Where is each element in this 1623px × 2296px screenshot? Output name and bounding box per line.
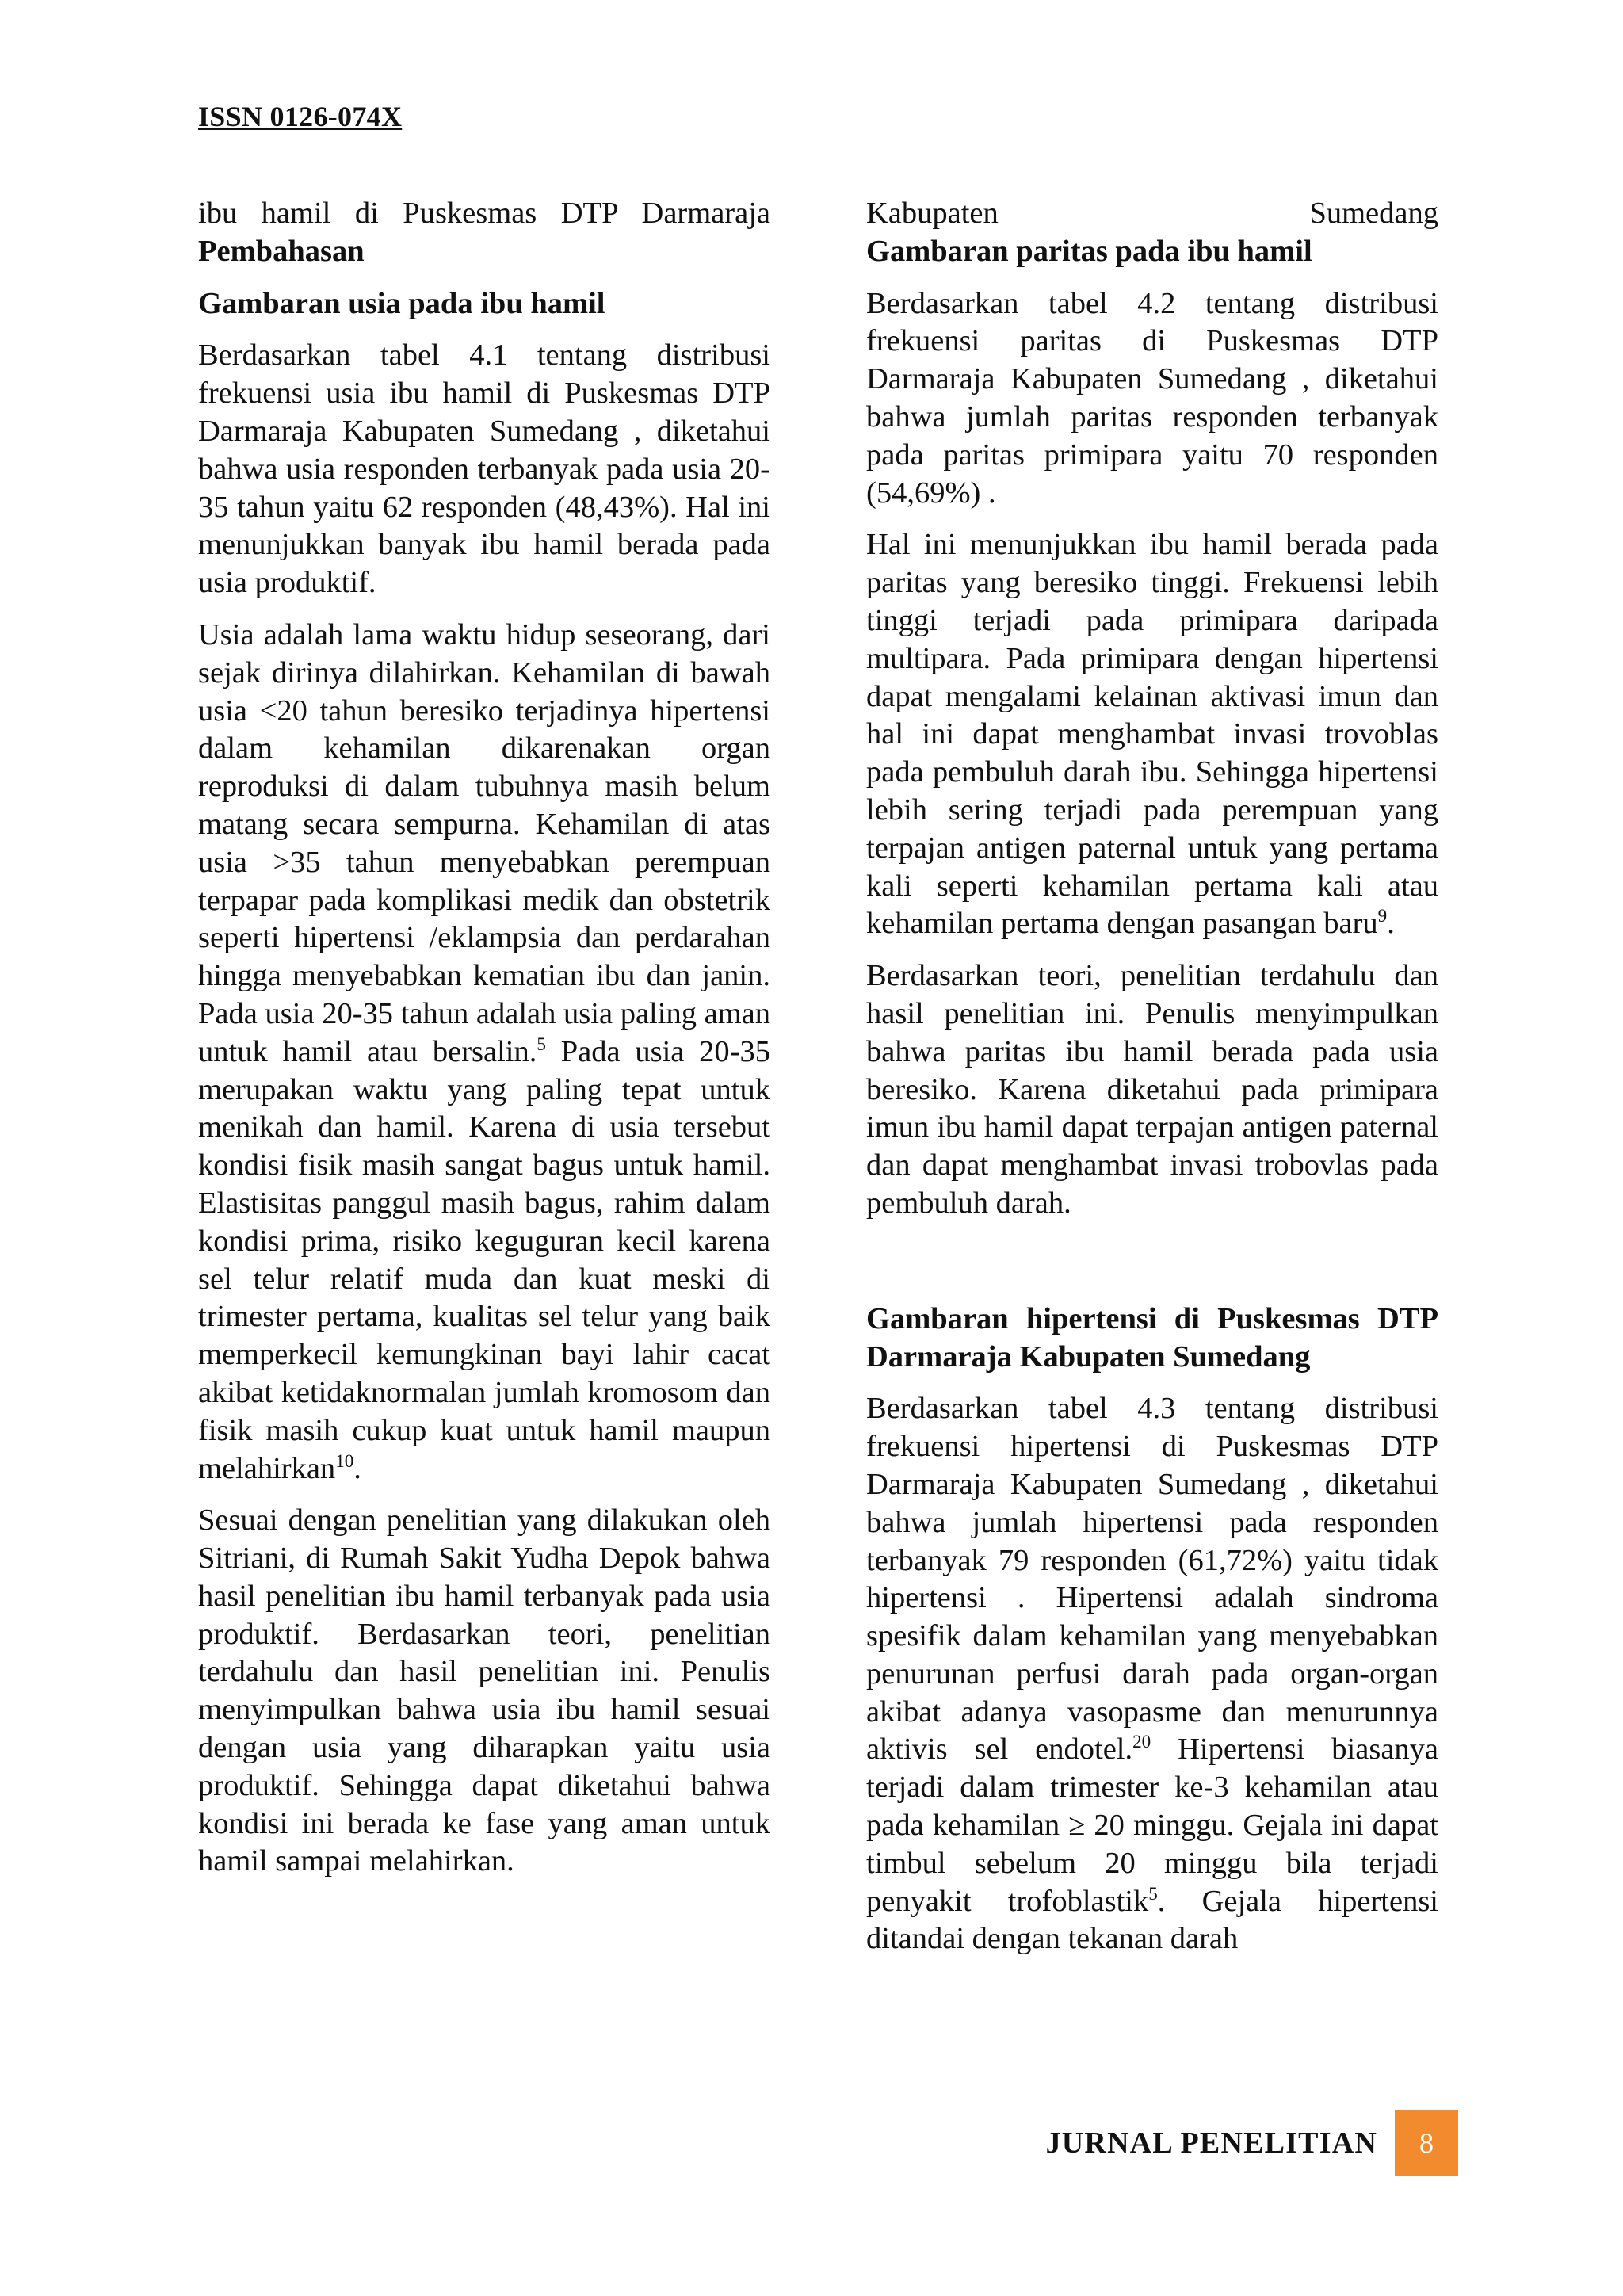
text-segment: . [353,1451,361,1485]
citation-ref: 10 [335,1450,354,1471]
subheading-hipertensi: Gambaran hipertensi di Puskesmas DTP Darmaraja Kabupaten Sumedang [866,1301,1438,1373]
left-continuation-line: ibu hamil di Puskesmas DTP Darmaraja [198,197,770,230]
citation-ref: 5 [1148,1882,1158,1904]
section-spacer [866,1237,1438,1301]
text-segment: Usia adalah lama waktu hidup seseorang, dari sejak dirinya dilahirkan. Kehamilan di bawah usia <20 tahun beresiko terjadinya hipertensi dalam kehamilan dikarenakan organ reproduksi di dalam tubuhnya masih belum matang secara sempurna. Kehamilan di atas usia >35 tahun menyebabkan perempuan terpapar pada komplikasi medik dan obstetrik seperti hipertensi /eklampsia dan perdarahan hingga menyebabkan kematian ibu dan janin. Pada usia 20-35 tahun adalah usia paling aman untuk hamil atau bersalin. [198,617,770,1068]
text-segment: Hipertensi biasanya terjadi dalam trimester ke-3 kehamilan atau pada kehamilan ≥ 20 minggu. Gejala ini dapat timbul sebelum 20 minggu bila terjadi penyakit trofoblastik [866,1733,1438,1918]
citation-ref: 9 [1377,905,1388,926]
right-continuation-line: Kabupaten Sumedang [866,197,1438,230]
text-segment: Pada usia 20-35 merupakan waktu yang paling tepat untuk menikah dan hamil. Karena di usia tersebut kondisi fisik masih sangat bagus untuk hamil. Elastisitas panggul masih bagus, rahim dalam kondisi prima, risiko keguguran kecil karena sel telur relatif muda dan kuat meski di trimester pertama, kualitas sel telur yang baik memperkecil kemungkinan bayi lahir cacat akibat ketidaknormalan jumlah kromosom dan fisik masih cukup kuat untuk hamil maupun melahirkan [198,1034,770,1485]
journal-name: JURNAL PENELITIAN [1045,2126,1377,2160]
left-column [198,195,770,1895]
issn-header: ISSN 0126-074X [198,101,403,132]
right-column [866,195,1438,1973]
citation-ref: 5 [537,1033,546,1054]
page-footer [1022,2110,1458,2176]
text-segment: Hal ini menunjukkan ibu hamil berada pada paritas yang beresiko tinggi. Frekuensi lebih tinggi terjadi pada primipara daripada multipara. Pada primipara dengan hipertensi dapat mengalami kelainan aktivasi imun dan hal ini dapat menghambat invasi trovoblas pada pembuluh darah ibu. Sehingga hipertensi lebih sering terjadi pada perempuan yang terpajan antigen paternal untuk yang pertama kali seperti kehamilan pertama kali atau kehamilan pertama dengan pasangan baru [866,528,1438,941]
paragraph-paritas-2 [866,526,1438,943]
page-number: 8 [1395,2110,1458,2176]
subheading-usia: Gambaran usia pada ibu hamil [198,286,605,320]
text-segment: . [1387,907,1395,941]
paragraph-paritas-1: Berdasarkan tabel 4.2 tentang distribusi frekuensi paritas di Puskesmas DTP Darmaraja Kabupaten Sumedang , diketahui bahwa jumlah paritas responden terbanyak pada paritas primipara yaitu 70 responden (54,69%) . [866,286,1438,510]
paragraph-usia-1: Berdasarkan tabel 4.1 tentang distribusi frekuensi usia ibu hamil di Puskesmas DTP Darmaraja Kabupaten Sumedang , diketahui bahwa usia responden terbanyak pada usia 20-35 tahun yaitu 62 responden (48,43%). Hal ini menunjukkan banyak ibu hamil berada pada usia produktif. [198,338,770,600]
citation-ref: 20 [1132,1731,1151,1752]
paragraph-usia-2 [198,617,770,1488]
paragraph-hipertensi [866,1390,1438,1958]
text-segment: . Gejala hipertensi ditandai dengan tekanan darah [866,1884,1438,1956]
subheading-paritas: Gambaran paritas pada ibu hamil [866,234,1312,268]
section-title: Pembahasan [198,234,365,268]
text-segment: Berdasarkan tabel 4.3 tentang distribusi frekuensi hipertensi di Puskesmas DTP Darmaraja Kabupaten Sumedang , diketahui bahwa jumlah hipertensi pada responden terbanyak 79 responden (61,72%) yaitu tidak hipertensi . Hipertensi adalah sindroma spesifik dalam kehamilan yang menyebabkan penurunan perfusi darah pada organ-organ akibat adanya vasopasme dan menurunnya aktivis sel endotel. [866,1392,1438,1767]
paragraph-usia-3: Sesuai dengan penelitian yang dilakukan oleh Sitriani, di Rumah Sakit Yudha Depok bahwa hasil penelitian ibu hamil terbanyak pada usia produktif. Berdasarkan teori, penelitian terdahulu dan hasil penelitian ini. Penulis menyimpulkan bahwa usia ibu hamil sesuai dengan usia yang diharapkan yaitu usia produktif. Sehingga dapat diketahui bahwa kondisi ini berada ke fase yang aman untuk hamil sampai melahirkan. [198,1503,770,1878]
paragraph-paritas-3: Berdasarkan teori, penelitian terdahulu dan hasil penelitian ini. Penulis menyimpulkan bahwa paritas ibu hamil berada pada usia beresiko. Karena diketahui pada primipara imun ibu hamil dapat terpajan antigen paternal dan dapat menghambat invasi trobovlas pada pembuluh darah. [866,959,1438,1220]
